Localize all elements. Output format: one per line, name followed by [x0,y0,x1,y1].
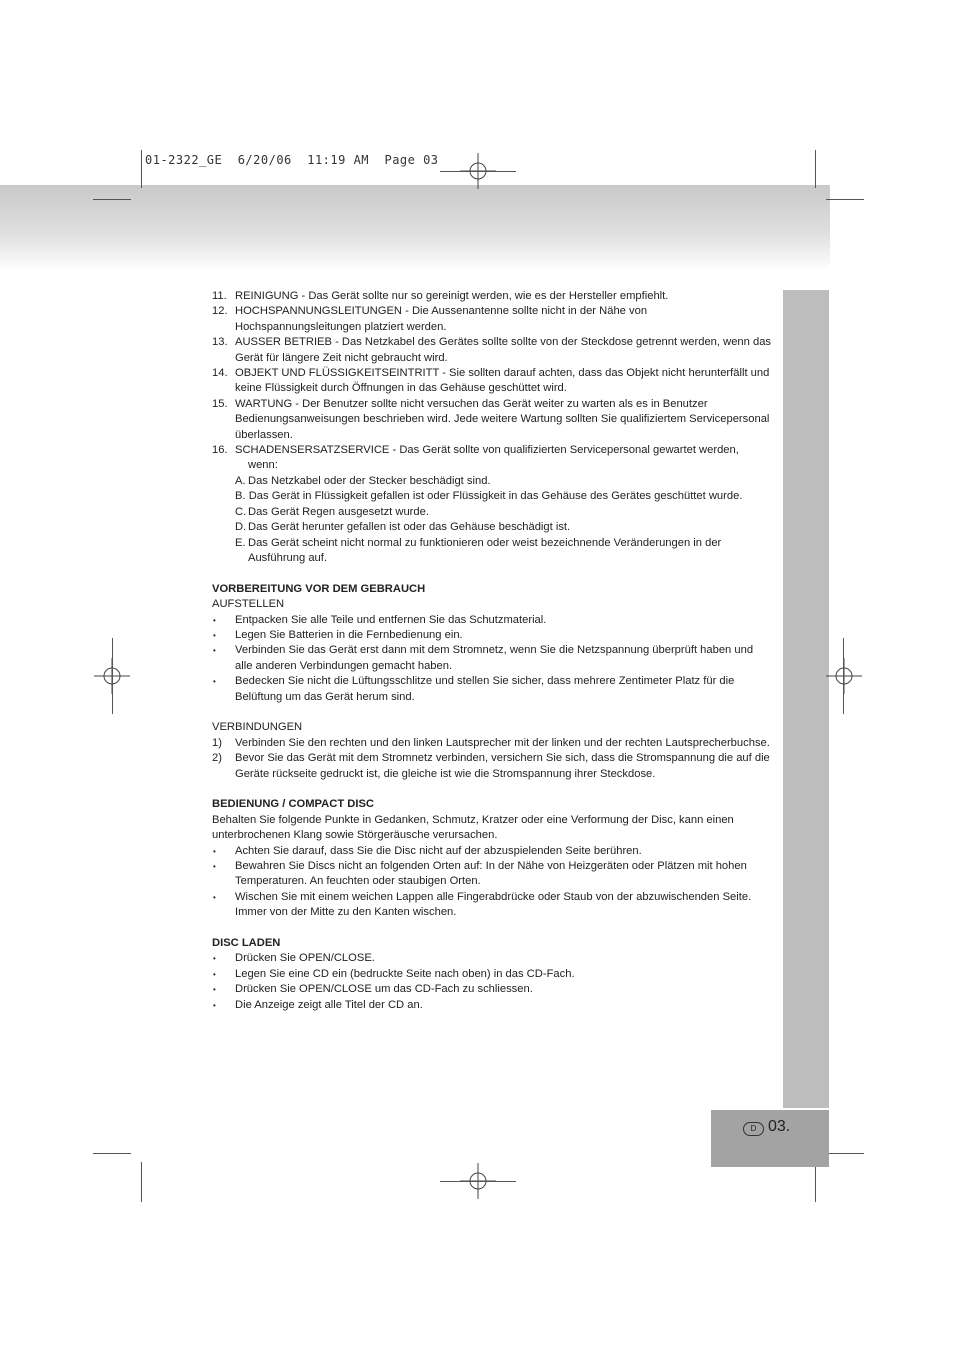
section-heading: VORBEREITUNG VOR DEM GEBRAUCH [212,582,426,595]
list-item-text: Die Anzeige zeigt alle Titel der CD an. [235,998,423,1011]
list-item [212,628,772,643]
bullet-icon: • [213,969,216,979]
section-heading: BEDIENUNG / COMPACT DISC [212,798,375,811]
item-continuation: wenn: [248,459,278,472]
crop-mark [843,638,844,714]
subitem-text: Das Gerät scheint nicht normal zu funktionieren oder weist bezeichnende Veränderungen in der Ausführung auf. [248,536,722,564]
list-item [212,751,772,782]
list-item [212,967,772,982]
crop-mark [815,1162,816,1202]
item-number: 15. [212,397,228,410]
item-number: 11. [212,290,227,302]
section-bedienung [212,797,772,920]
item-number: 16. [212,444,228,457]
bullet-icon: • [213,954,216,964]
safety-item [212,304,772,335]
safety-subitem [212,505,772,520]
section-subheading: AUFSTELLEN [212,598,285,611]
bullet-icon: • [213,1000,216,1010]
crop-mark [141,1162,142,1202]
item-text: Bevor Sie das Gerät mit dem Stromnetz verbinden, versichern Sie sich, dass die Stromspannung die auf die Geräte rückseite gedruckt ist, die gleiche ist wie die Stromspannung ihrer Steckdose. [235,752,770,780]
item-text: HOCHSPANNUNGSLEITUNGEN - Die Aussenantenne sollte nicht in der Nähe von Hochspannungsleitungen platziert werden. [235,305,648,333]
safety-item [212,289,772,304]
section-disc-laden [212,936,772,1013]
section-vorbereitung [212,582,772,705]
item-text: OBJEKT UND FLÜSSIGKEITSEINTRITT - Sie sollten darauf achten, dass das Objekt nicht herunterfällt und keine Flüssigkeit durch Öffnungen in das Gehäuse geschüttet wird. [235,367,770,395]
subitem-text: Das Gerät in Flüssigkeit gefallen ist oder Flüssigkeit in das Gehäuse des Gerätes geschüttet wurde. [248,490,743,503]
section-heading: DISC LADEN [212,937,281,949]
language-badge: D [743,1122,764,1136]
list-item [212,643,772,674]
safety-subitem [212,489,772,504]
bullet-icon: • [213,892,216,902]
subitem-letter: B. [235,490,246,503]
list-item-text: Legen Sie Batterien in die Fernbedienung ein. [235,628,463,641]
safety-item [212,397,772,443]
bullet-icon: • [213,630,216,640]
subitem-letter: C. [235,505,247,518]
item-number: 1) [212,736,222,749]
safety-item [212,366,772,397]
list-item-text: Achten Sie darauf, dass Sie die Disc nicht auf der abzuspielenden Seite berühren. [235,844,642,857]
subitem-text: Das Netzkabel oder der Stecker beschädigt sind. [248,474,491,487]
list-item-text: Bedecken Sie nicht die Lüftungsschlitze und stellen Sie sicher, dass mehrere Zentimeter Platz für die Belüftung um das Gerät herum sind. [235,675,735,703]
safety-list [212,289,772,566]
item-text: REINIGUNG - Das Gerät sollte nur so gereinigt werden, wie es der Hersteller empfiehlt. [235,290,669,302]
list-item [212,859,772,890]
manual-content [212,289,772,1013]
safety-item [212,443,772,458]
item-number: 2) [212,752,222,765]
list-item [212,844,772,859]
crop-mark [815,150,816,188]
subitem-letter: E. [235,536,246,549]
bullet-icon: • [213,677,216,687]
safety-item [212,335,772,366]
list-item [212,951,772,966]
list-item-text: Bewahren Sie Discs nicht an folgenden Orten auf: In der Nähe von Heizgeräten oder Plätzen mit hohen Temperaturen. An feuchten oder staubigen Orten. [235,859,747,888]
safety-subitem [212,536,772,567]
bullet-icon: • [213,861,216,871]
crop-mark [141,150,142,188]
crop-mark [440,171,516,172]
list-item [212,613,772,628]
item-number: 12. [212,305,228,318]
section-heading: VERBINDUNGEN [212,721,303,734]
crop-mark [440,1181,516,1182]
crop-mark [93,199,131,200]
registration-mark-icon [826,658,862,694]
list-item [212,736,772,751]
header-band [0,185,830,270]
bullet-icon: • [213,646,216,656]
crop-mark [112,638,113,714]
safety-subitem [212,520,772,535]
bullet-icon: • [213,615,216,625]
list-item-text: Wischen Sie mit einem weichen Lappen alle Fingerabdrücke oder Staub von der abzuwischenden Seite. Immer von der Mitte zu den Kanten wischen. [235,890,752,919]
crop-mark [826,1153,864,1154]
item-text: SCHADENSERSATZSERVICE - Das Gerät sollte von qualifizierten Servicepersonal gewartet werden, [235,444,739,457]
crop-mark [826,199,864,200]
section-intro: Behalten Sie folgende Punkte in Gedanken, Schmutz, Kratzer oder eine Verformung der Disc, kann einen unterbrochenen Klang sowie Störgeräusche verursachen. [212,813,734,842]
subitem-letter: A. [235,474,246,487]
subitem-text: Das Gerät Regen ausgesetzt wurde. [248,505,429,518]
section-verbindungen [212,720,772,782]
list-item-text: Entpacken Sie alle Teile und entfernen Sie das Schutzmaterial. [235,613,547,626]
bullet-icon: • [213,846,216,856]
list-item [212,982,772,997]
safety-subitem [212,474,772,489]
list-item-text: Drücken Sie OPEN/CLOSE. [235,952,375,965]
list-item-text: Verbinden Sie das Gerät erst dann mit dem Stromnetz, wenn Sie die Netzspannung überprüft haben und alle anderen Verbindungen gemacht haben. [235,644,754,672]
subitem-letter: D. [235,521,247,534]
printer-slug: 01-2322_GE 6/20/06 11:19 AM Page 03 [145,153,439,167]
list-item-text: Drücken Sie OPEN/CLOSE um das CD-Fach zu schliessen. [235,983,533,996]
item-number: 14. [212,367,228,380]
crop-mark [93,1153,131,1154]
item-text: Verbinden Sie den rechten und den linken Lautsprecher mit der linken und der rechten Lautsprecherbuchse. [235,736,770,749]
side-bar [783,290,829,1108]
item-text: WARTUNG - Der Benutzer sollte nicht versuchen das Gerät weiter zu warten als es in Benutzer Bedienungsanweisungen beschrieben wird. Jede weitere Wartung sollten Sie qualifiziertem Servicepersonal überlassen. [235,397,770,441]
page-number-tab [711,1110,829,1167]
list-item [212,890,772,921]
bullet-icon: • [213,985,216,995]
item-number: 13. [212,336,228,349]
list-item [212,998,772,1013]
list-item [212,674,772,705]
item-text: AUSSER BETRIEB - Das Netzkabel des Gerätes sollte sollte von der Steckdose getrennt werden, wenn das Gerät für längere Zeit nicht gebraucht wird. [235,336,772,364]
page-number: 03. [768,1118,791,1135]
list-item-text: Legen Sie eine CD ein (bedruckte Seite nach oben) in das CD-Fach. [235,967,575,980]
subitem-text: Das Gerät herunter gefallen ist oder das Gehäuse beschädigt ist. [248,521,571,534]
